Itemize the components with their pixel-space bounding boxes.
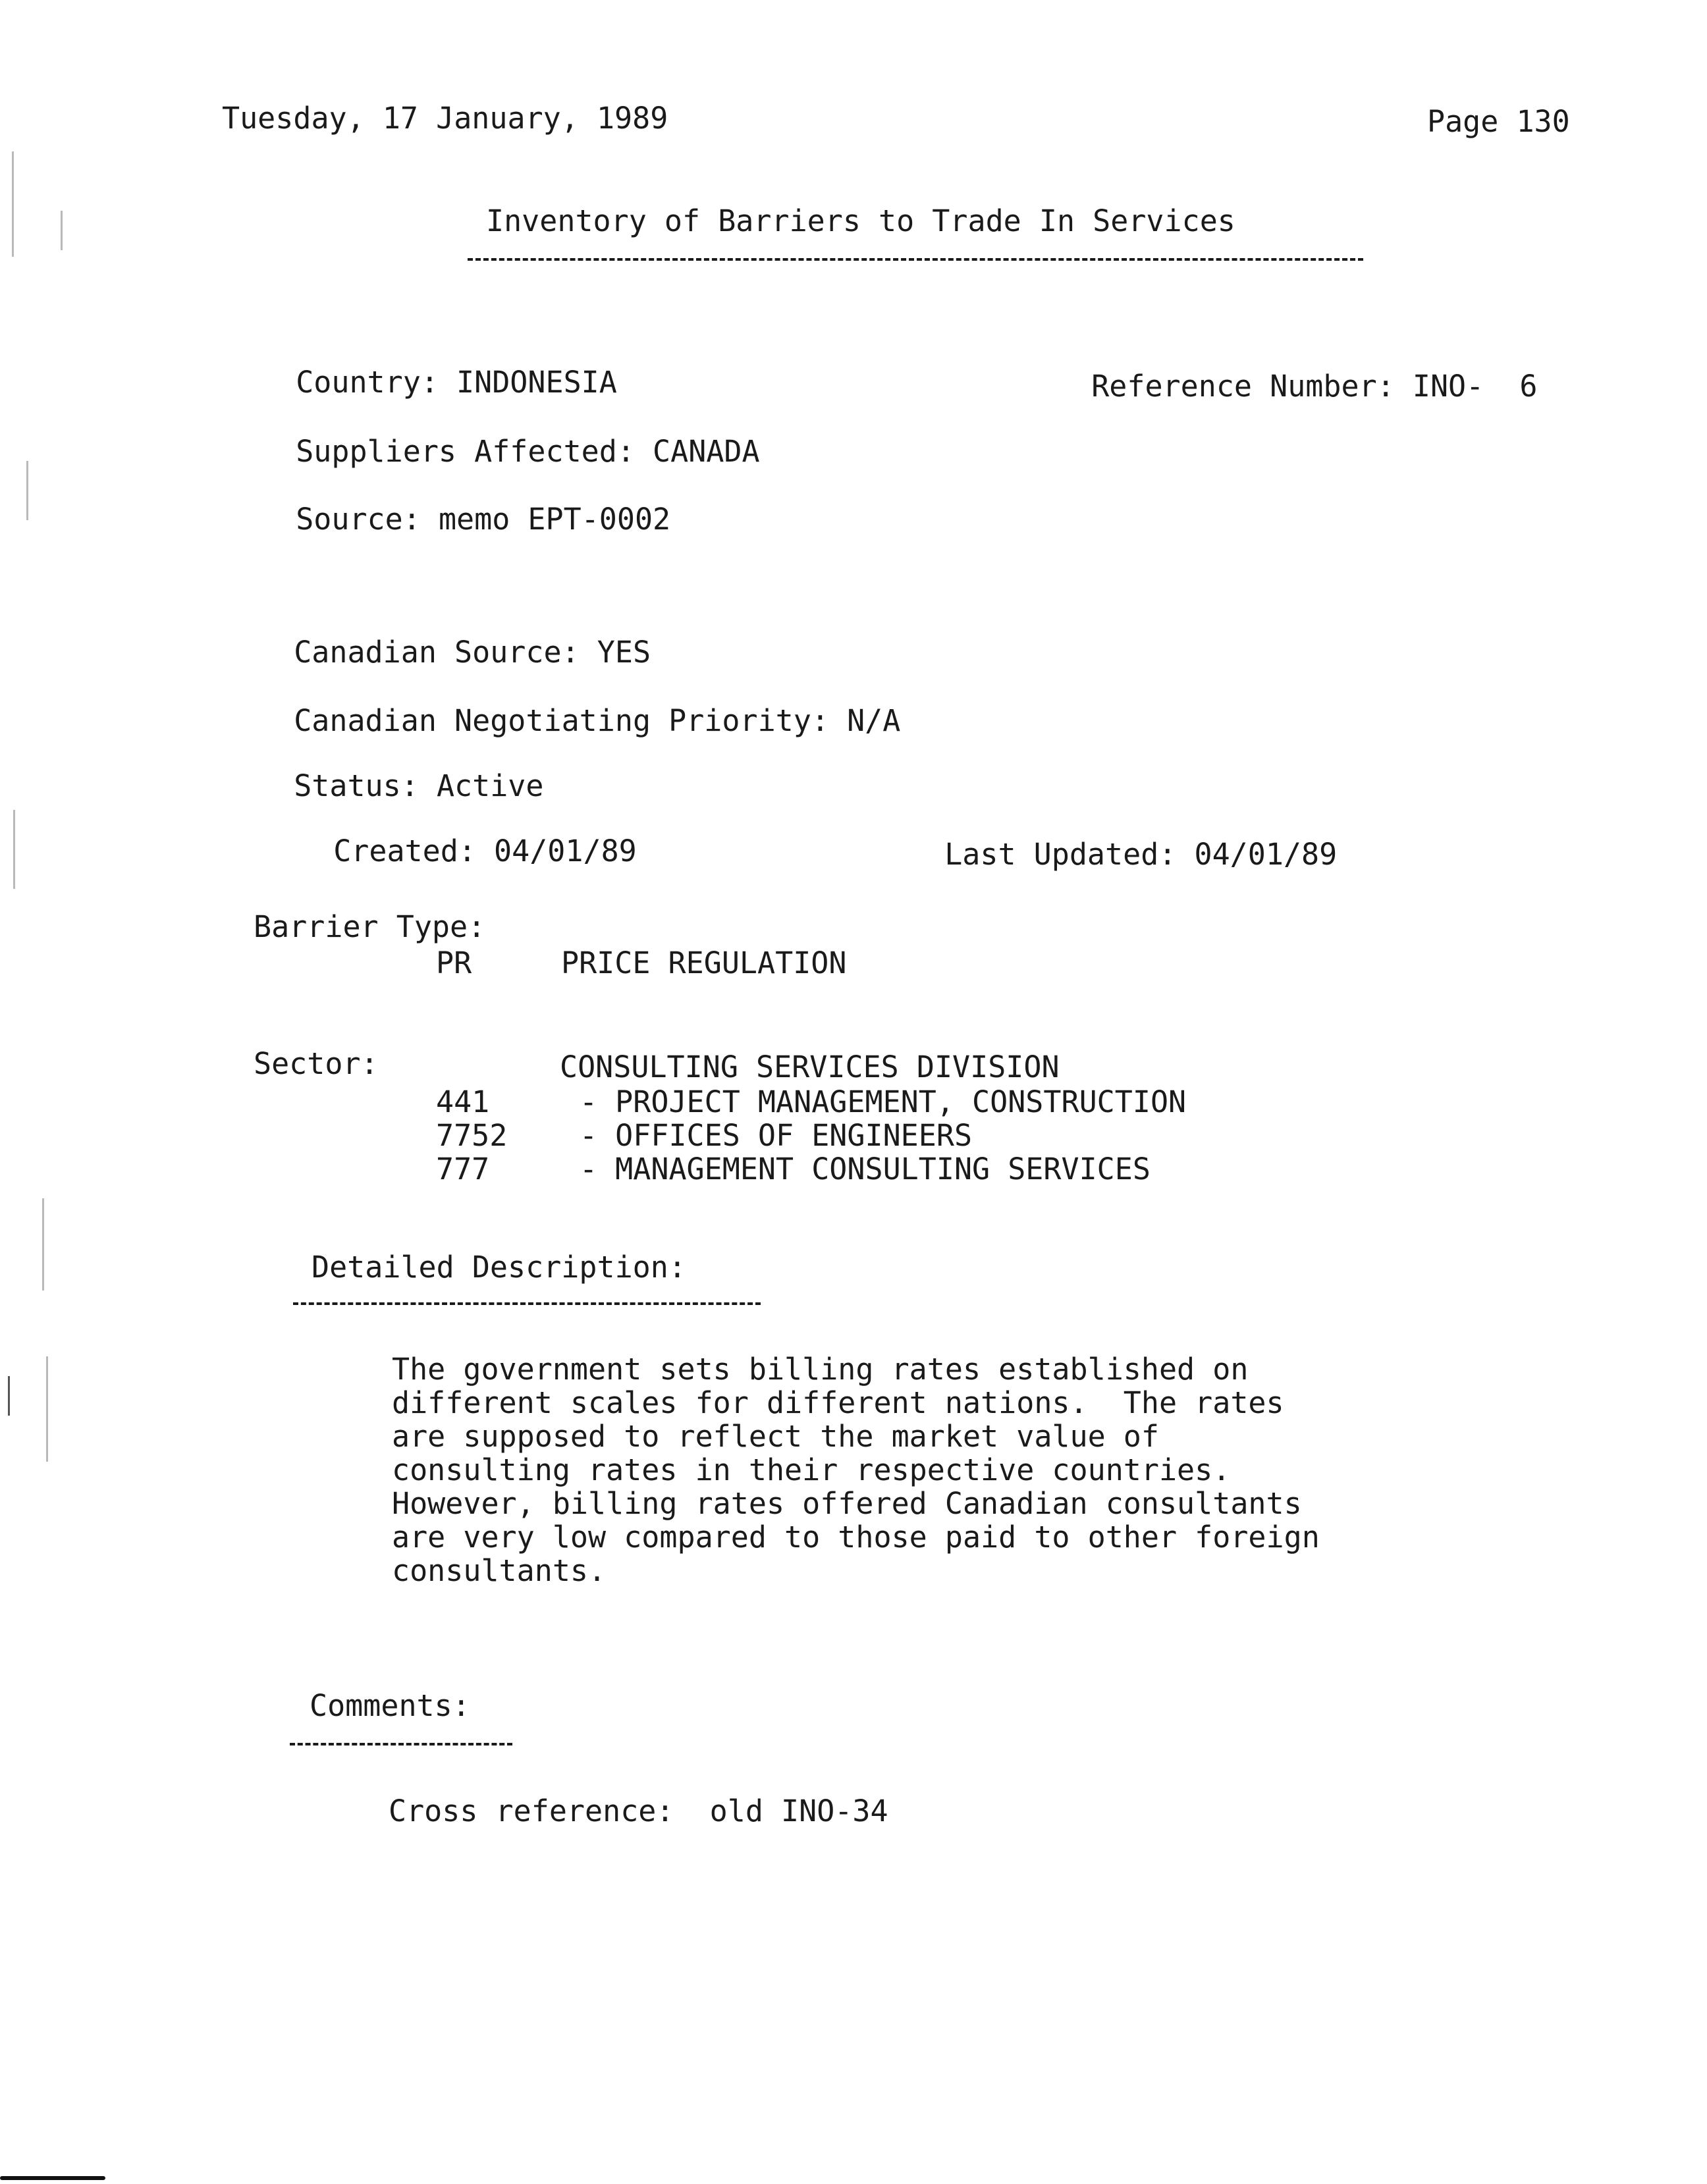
sector-code: 777 <box>436 1152 490 1186</box>
comments-underline <box>290 1743 512 1745</box>
created-field <box>298 807 637 866</box>
canadian-source-field <box>258 608 651 670</box>
country-field <box>260 338 617 400</box>
source-field <box>260 475 671 537</box>
scan-edge-artifacts <box>0 0 86 2184</box>
description-line: consultants. <box>392 1553 607 1588</box>
sector-name: - OFFICES OF ENGINEERS <box>580 1118 973 1153</box>
description-line: consulting rates in their respective countries. <box>392 1452 1231 1487</box>
reference-field <box>1056 342 1538 404</box>
source-value: memo EPT-0002 <box>438 502 671 537</box>
sector-name: - PROJECT MANAGEMENT, CONSTRUCTION <box>580 1084 1187 1119</box>
sector-code: 7752 <box>436 1118 508 1153</box>
updated-field <box>909 810 1338 872</box>
priority-value: N/A <box>847 703 901 738</box>
comments-heading: Comments: <box>310 1688 470 1723</box>
description-line: different scales for different nations. The rates <box>392 1385 1284 1420</box>
barrier-type-label: Barrier Type: <box>254 909 486 944</box>
description-underline <box>293 1302 761 1305</box>
description-line: are very low compared to those paid to other foreign <box>392 1520 1320 1555</box>
title-underline <box>468 258 1363 261</box>
header-date: Tuesday, 17 January, 1989 <box>222 101 668 136</box>
status-field <box>258 741 544 801</box>
priority-label: Canadian Negotiating Priority: <box>294 703 829 738</box>
updated-label: Last Updated: <box>944 837 1177 872</box>
reference-value: INO- 6 <box>1412 369 1538 404</box>
priority-field <box>258 676 901 738</box>
country-label: Country: <box>296 365 439 400</box>
created-label: Created: <box>333 834 476 868</box>
description-text <box>392 1352 1320 1587</box>
canadian-source-value: YES <box>597 635 651 670</box>
description-line: However, billing rates offered Canadian consultants <box>392 1486 1302 1521</box>
sector-name-list <box>580 1085 1186 1186</box>
scan-corner-mark <box>0 2176 105 2180</box>
suppliers-label: Suppliers Affected: <box>296 434 635 469</box>
canadian-source-label: Canadian Source: <box>294 635 580 670</box>
page-number: Page 130 <box>1427 104 1570 139</box>
status-value: Active <box>436 768 544 803</box>
description-heading: Detailed Description: <box>312 1250 686 1285</box>
barrier-code: PR <box>436 946 472 980</box>
sector-label: Sector: <box>254 1046 379 1081</box>
description-line: are supposed to reflect the market value of <box>392 1419 1159 1454</box>
created-value: 04/01/89 <box>494 834 637 868</box>
sector-code: 441 <box>436 1084 490 1119</box>
barrier-name: PRICE REGULATION <box>561 946 847 980</box>
country-value: INDONESIA <box>456 365 617 400</box>
suppliers-field <box>260 407 760 469</box>
description-line: The government sets billing rates established on <box>392 1352 1249 1387</box>
updated-value: 04/01/89 <box>1194 837 1338 872</box>
sector-division: CONSULTING SERVICES DIVISION <box>560 1050 1060 1084</box>
suppliers-value: CANADA <box>653 434 760 469</box>
sector-name: - MANAGEMENT CONSULTING SERVICES <box>580 1152 1151 1186</box>
sector-code-list <box>436 1085 507 1186</box>
cross-reference: Cross reference: old INO-34 <box>389 1794 888 1828</box>
page-title: Inventory of Barriers to Trade In Services <box>486 203 1235 238</box>
status-label: Status: <box>294 768 419 803</box>
source-label: Source: <box>296 502 421 537</box>
reference-label: Reference Number: <box>1091 369 1395 404</box>
